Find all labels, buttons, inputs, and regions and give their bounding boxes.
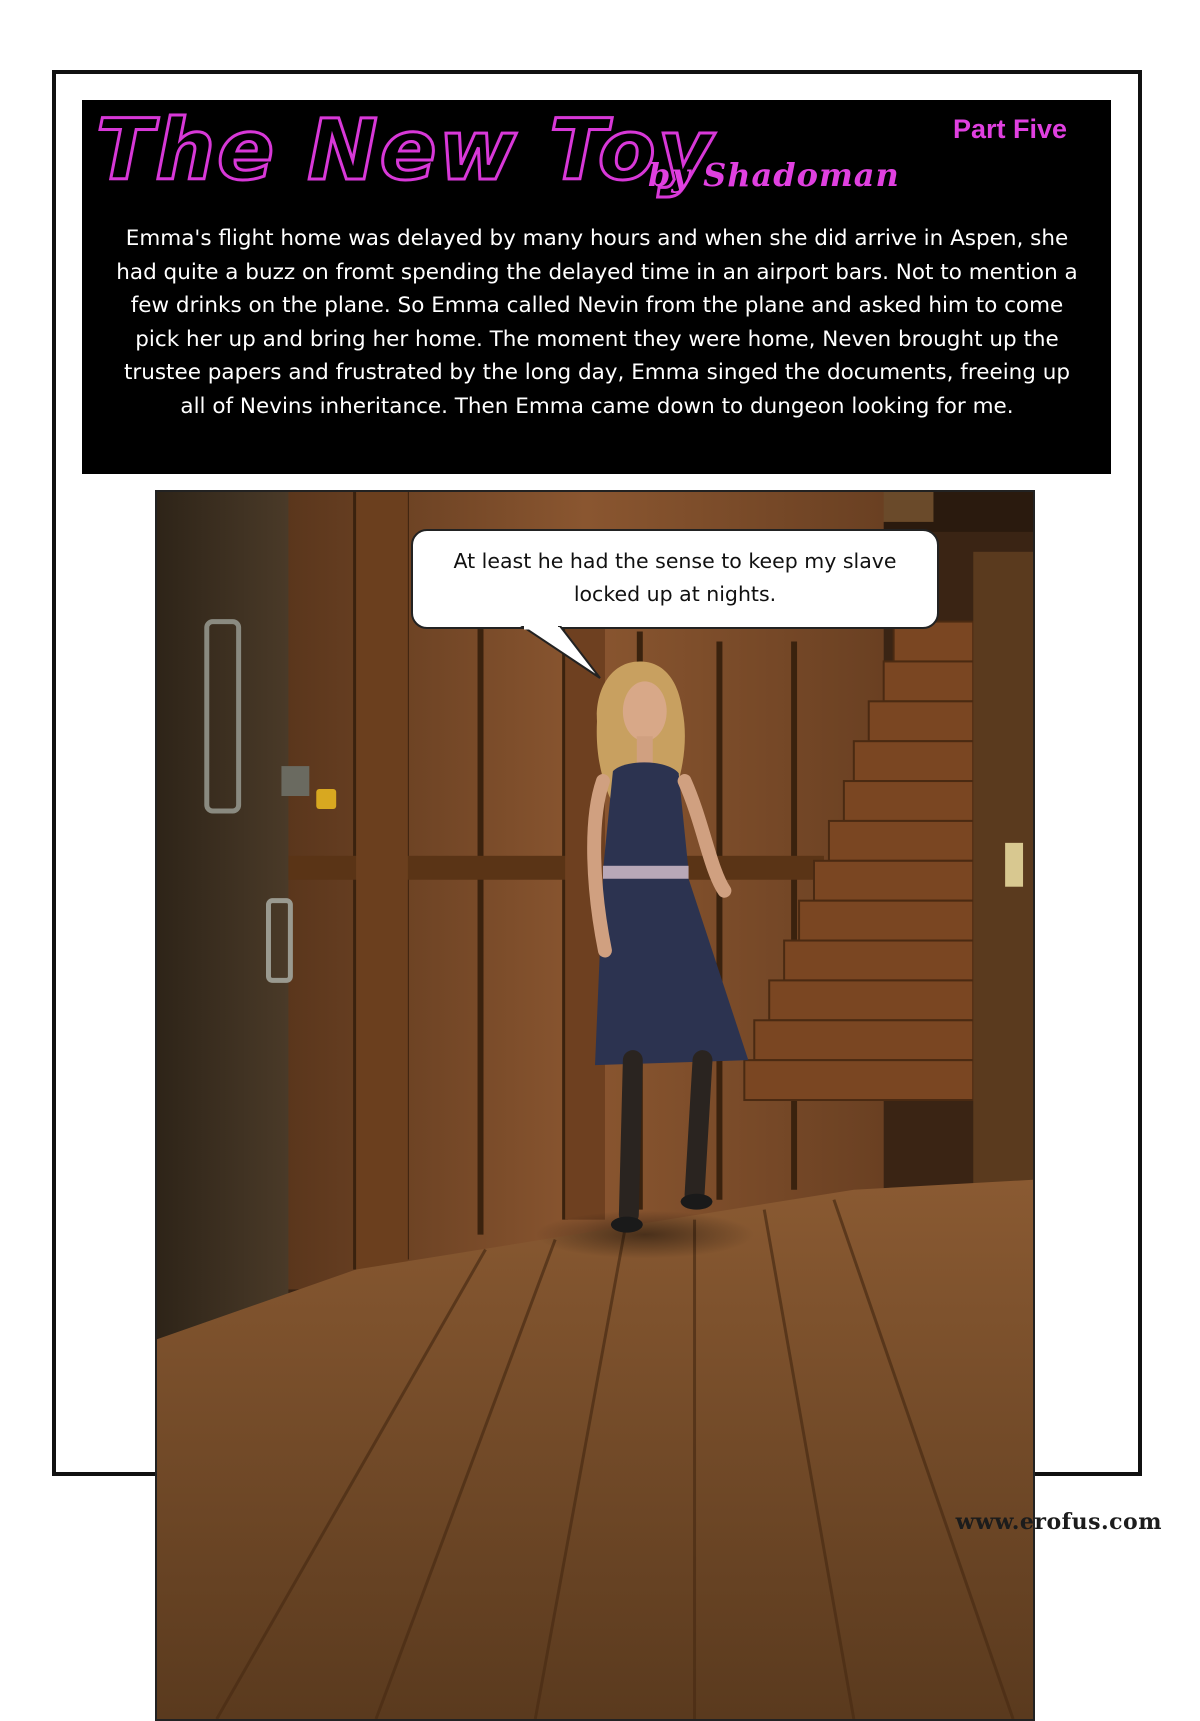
dress-bodice — [603, 762, 689, 870]
author-byline: by Shadoman — [648, 156, 900, 194]
wooden-pillar — [356, 492, 408, 1269]
part-label: Part Five — [952, 114, 1067, 144]
intro-line: trustee papers and frustrated by the long day, Emma singed the documents, freeing up — [123, 360, 1071, 386]
speech-bubble-tail — [520, 626, 606, 682]
left-shoe — [611, 1217, 643, 1233]
left-leg — [629, 1060, 633, 1214]
neck — [637, 736, 653, 766]
intro-line: Emma's flight home was delayed by many hours and when she did arrive in Aspen, she — [125, 226, 1069, 251]
speech-bubble — [411, 529, 939, 629]
belt — [603, 866, 689, 880]
speech-text — [413, 545, 937, 611]
watermark: www.erofus.com — [955, 1509, 1162, 1535]
intro-line: all of Nevins inheritance. Then Emma came down to dungeon looking for me. — [180, 393, 1014, 419]
right-shoe — [681, 1194, 713, 1210]
header-box — [82, 100, 1111, 474]
face — [623, 681, 667, 741]
intro-line: few drinks on the plane. So Emma called Nevin from the plane and asked him to come — [130, 293, 1064, 319]
door-hasp — [281, 766, 309, 796]
intro-line: had quite a buzz on fromt spending the delayed time in an airport bars. Not to mention a — [116, 259, 1078, 285]
comic-title: The New Toy — [96, 101, 715, 199]
padlock-icon — [316, 789, 336, 809]
intro-text — [112, 222, 1082, 424]
intro-line: pick her up and bring her home. The moment they were home, Neven brought up the — [135, 326, 1059, 352]
right-leg — [695, 1060, 703, 1195]
light-switch-icon — [1005, 843, 1023, 887]
character-shadow — [535, 1211, 754, 1259]
speech-line: At least he had the sense to keep my slave — [453, 549, 897, 573]
speech-line: locked up at nights. — [573, 582, 777, 606]
